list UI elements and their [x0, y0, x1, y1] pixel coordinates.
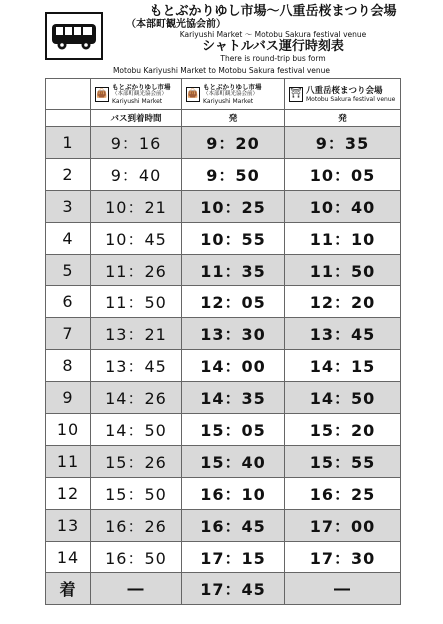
- departure-time-venue: 17：30: [285, 541, 401, 573]
- departure-time-venue: 12：20: [285, 286, 401, 318]
- arrival-time: 16：50: [91, 541, 182, 573]
- arrival-time: 13：45: [91, 350, 182, 382]
- departure-time-market: 10：55: [182, 222, 285, 254]
- stop-header-row: [46, 79, 401, 110]
- title-route: もとぶかりゆし市場〜八重岳桜まつり会場: [149, 4, 397, 19]
- trip-number: 5: [46, 254, 91, 286]
- arrival-time: 15：50: [91, 477, 182, 509]
- title-block: [108, 4, 438, 63]
- departure-time-venue: ―: [285, 573, 401, 605]
- arrival-time: 9：40: [91, 158, 182, 190]
- trip-number: 13: [46, 509, 91, 541]
- stop-header: [91, 83, 181, 105]
- title-subtitle: （本部町観光協会前）: [126, 19, 226, 30]
- table-row: [46, 190, 401, 222]
- table-row: [46, 318, 401, 350]
- stop-name: もとぶかりゆし市場: [203, 83, 262, 91]
- table-row: [46, 127, 401, 159]
- arrival-time: 15：26: [91, 445, 182, 477]
- table-row: [46, 445, 401, 477]
- departure-time-market: 10：25: [182, 190, 285, 222]
- table-row: [46, 286, 401, 318]
- trip-number: 12: [46, 477, 91, 509]
- departure-time-market: 17：15: [182, 541, 285, 573]
- table-row: [46, 541, 401, 573]
- corner-cell: [46, 79, 91, 110]
- departure-time-market: 9：20: [182, 127, 285, 159]
- table-row: [46, 382, 401, 414]
- departure-time-market: 16：45: [182, 509, 285, 541]
- departure-time-market: 11：35: [182, 254, 285, 286]
- departure-time-market: 14：35: [182, 382, 285, 414]
- arrival-time: 10：21: [91, 190, 182, 222]
- departure-time-venue: 11：50: [285, 254, 401, 286]
- trip-number: 9: [46, 382, 91, 414]
- departure-time-venue: 14：50: [285, 382, 401, 414]
- table-row: [46, 573, 401, 605]
- stop-name-en: Kariyushi Market: [203, 98, 254, 105]
- departure-time-venue: 17：00: [285, 509, 401, 541]
- stop-name: もとぶかりゆし市場: [112, 83, 171, 91]
- departure-time-market: 13：30: [182, 318, 285, 350]
- trip-number: 11: [46, 445, 91, 477]
- trip-number: 10: [46, 414, 91, 446]
- title-note: There is round-trip bus form: [220, 54, 326, 63]
- shopping-bag-icon: 👜: [95, 87, 109, 102]
- arrival-time: 11：26: [91, 254, 182, 286]
- arrival-time: 16：26: [91, 509, 182, 541]
- arrival-time: 13：21: [91, 318, 182, 350]
- corner-cell: [46, 110, 91, 127]
- stop-sub: （本部町観光協会前）: [203, 91, 259, 97]
- departure-time-venue: 14：15: [285, 350, 401, 382]
- title-note-2: Motobu Kariyushi Market to Motobu Sakura festival venue: [112, 66, 331, 75]
- column-label: バス到着時間: [91, 110, 182, 127]
- departure-time-market: 16：10: [182, 477, 285, 509]
- title-route-en: Kariyushi Market ～ Motobu Sakura festival venue: [179, 30, 367, 39]
- trip-number: 14: [46, 541, 91, 573]
- departure-time-venue: 13：45: [285, 318, 401, 350]
- table-row: [46, 350, 401, 382]
- trip-number: 2: [46, 158, 91, 190]
- stop-name-en: Kariyushi Market: [112, 98, 163, 105]
- trip-number: 着: [46, 573, 91, 605]
- arrival-time: 14：26: [91, 382, 182, 414]
- table-row: [46, 158, 401, 190]
- departure-time-venue: 10：05: [285, 158, 401, 190]
- table-row: [46, 222, 401, 254]
- departure-time-venue: 16：25: [285, 477, 401, 509]
- stop-sub: （本部町観光協会前）: [112, 91, 168, 97]
- table-row: [46, 254, 401, 286]
- departure-time-venue: 15：55: [285, 445, 401, 477]
- departure-time-market: 17：45: [182, 573, 285, 605]
- stop-header: [285, 86, 400, 103]
- trip-number: 8: [46, 350, 91, 382]
- trip-number: 1: [46, 127, 91, 159]
- shopping-bag-icon: 👜: [186, 87, 200, 102]
- arrival-time: 9：16: [91, 127, 182, 159]
- departure-time-market: 14：00: [182, 350, 285, 382]
- arrival-time: 14：50: [91, 414, 182, 446]
- table-row: [46, 509, 401, 541]
- departure-time-venue: 9：35: [285, 127, 401, 159]
- departure-time-venue: 10：40: [285, 190, 401, 222]
- arrival-time: 11：50: [91, 286, 182, 318]
- column-label-row: [46, 110, 401, 127]
- arrival-time: 10：45: [91, 222, 182, 254]
- timetable: [45, 78, 401, 605]
- departure-time-market: 12：05: [182, 286, 285, 318]
- table-row: [46, 477, 401, 509]
- stop-name-en: Motobu Sakura festival venue: [306, 95, 396, 103]
- departure-time-market: 15：05: [182, 414, 285, 446]
- arrival-time: ―: [91, 573, 182, 605]
- trip-number: 3: [46, 190, 91, 222]
- table-row: [46, 414, 401, 446]
- torii-icon: ⛩: [289, 87, 303, 102]
- column-label: 発: [182, 110, 285, 127]
- stop-name: 八重岳桜まつり会場: [306, 85, 383, 96]
- trip-number: 6: [46, 286, 91, 318]
- trip-number: 7: [46, 318, 91, 350]
- bus-icon: [45, 12, 103, 60]
- page-title: シャトルバス運行時刻表: [202, 39, 344, 54]
- departure-time-market: 9：50: [182, 158, 285, 190]
- column-label: 発: [285, 110, 401, 127]
- stop-header: [182, 83, 284, 105]
- departure-time-venue: 15：20: [285, 414, 401, 446]
- trip-number: 4: [46, 222, 91, 254]
- departure-time-market: 15：40: [182, 445, 285, 477]
- departure-time-venue: 11：10: [285, 222, 401, 254]
